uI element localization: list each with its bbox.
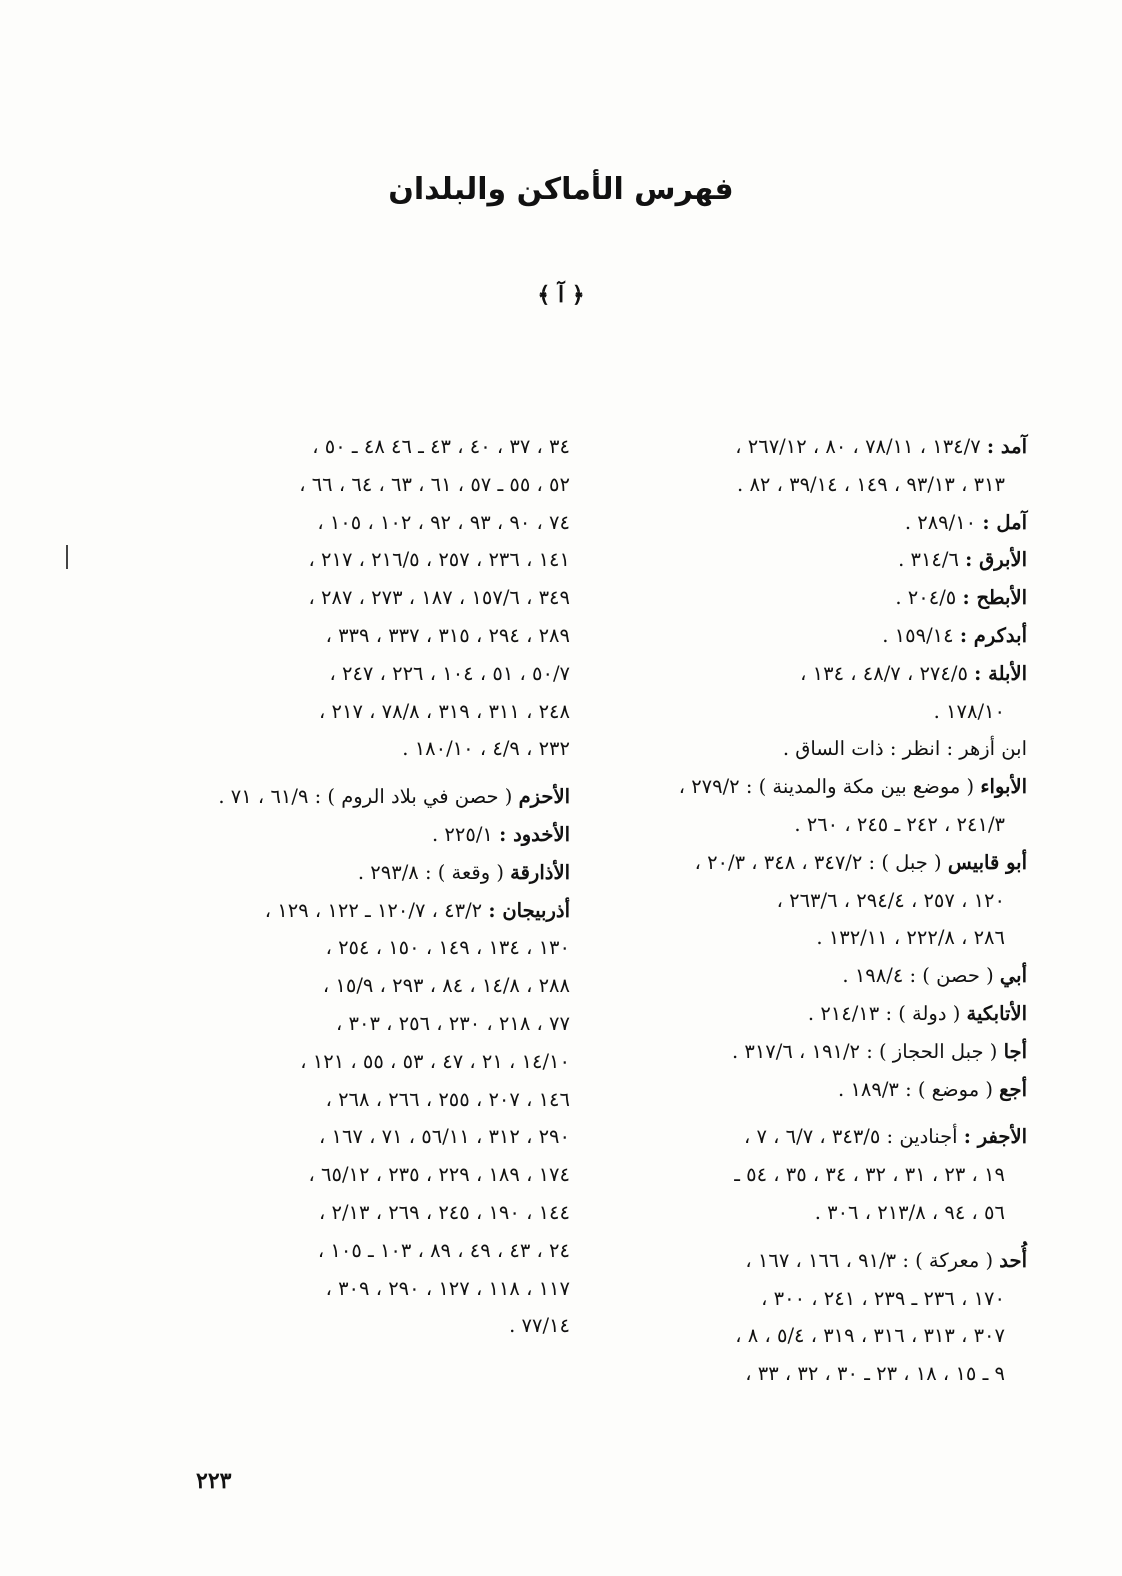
index-line xyxy=(160,655,570,693)
index-line xyxy=(160,1270,570,1308)
index-line xyxy=(160,730,570,768)
index-refs: ( جبل ) : ٣٤٧/٢ ، ٣٤٨ ، ٢٠/٣ ، xyxy=(694,850,948,874)
index-term: الأخدود : xyxy=(499,822,570,846)
index-line xyxy=(160,1156,570,1194)
index-refs: ( معركة ) : ٩١/٣ ، ١٦٦ ، ١٦٧ ، xyxy=(745,1248,1000,1272)
index-line xyxy=(160,1232,570,1270)
index-refs: ٢٨٩/١٠ . xyxy=(904,510,983,534)
index-refs: ٧٧ ، ٢١٨ ، ٢٣٠ ، ٢٥٦ ، ٣٠٣ ، xyxy=(336,1011,570,1035)
index-refs: ٢٣٢ ، ٤/٩ ، ١٨٠/١٠ . xyxy=(402,737,570,761)
index-refs: ١٧٠ ، ٢٣٦ ـ ٢٣٩ ، ٢٤١ ، ٣٠٠ ، xyxy=(761,1286,1005,1310)
index-term: أجا xyxy=(1003,1039,1027,1063)
index-refs: ١٥٩/١٤ . xyxy=(882,623,960,647)
index-refs: ( دولة ) : ٢١٤/١٣ . xyxy=(807,1001,967,1025)
index-refs: ٢٢٥/١ . xyxy=(432,822,500,846)
entry-gap xyxy=(587,1232,1027,1242)
index-line xyxy=(587,617,1027,655)
index-refs: ٣٠٧ ، ٣١٣ ، ٣١٦ ، ٣١٩ ، ٥/٤ ، ٨ ، xyxy=(735,1324,1005,1348)
index-line xyxy=(587,1194,1027,1232)
index-refs: ١٤/١٠ ، ٢١ ، ٤٧ ، ٥٣ ، ٥٥ ، ١٢١ ، xyxy=(300,1049,570,1073)
section-letter: ﴿ آ ﴾ xyxy=(537,282,585,308)
index-term: أبدكرم : xyxy=(959,623,1027,647)
index-line xyxy=(587,919,1027,957)
index-line xyxy=(160,1194,570,1232)
index-term: الأبرق : xyxy=(965,548,1027,572)
index-line xyxy=(587,1355,1027,1393)
index-refs: ١٩ ، ٢٣ ، ٣١ ، ٣٢ ، ٣٤ ، ٣٥ ، ٥٤ ـ xyxy=(734,1163,1005,1187)
index-line xyxy=(160,929,570,967)
index-refs: ١٧٨/١٠ . xyxy=(933,699,1005,723)
index-refs: ٥٢ ، ٥٥ ـ ٥٧ ، ٦١ ، ٦٣ ، ٦٤ ، ٦٦ ، xyxy=(299,472,570,496)
index-line xyxy=(587,1242,1027,1280)
index-line xyxy=(587,466,1027,504)
index-refs: أجنادين : ٣٤٣/٥ ، ٦/٧ ، ٧ ، xyxy=(743,1125,964,1149)
index-line xyxy=(587,806,1027,844)
index-line xyxy=(160,816,570,854)
index-refs: ٢٠٤/٥ . xyxy=(895,586,963,610)
index-refs: ٥٦ ، ٩٤ ، ٢١٣/٨ ، ٣٠٦ . xyxy=(814,1200,1005,1224)
index-refs: ١٢٠ ، ٢٥٧ ، ٢٩٤/٤ ، ٢٦٣/٦ ، xyxy=(776,888,1005,912)
index-line xyxy=(160,854,570,892)
index-refs: ١٤٦ ، ٢٠٧ ، ٢٥٥ ، ٢٦٦ ، ٢٦٨ ، xyxy=(325,1087,570,1111)
index-refs: ١٤١ ، ٢٣٦ ، ٢٥٧ ، ٢١٦/٥ ، ٢١٧ ، xyxy=(308,548,570,572)
index-refs: ( موضع ) : ١٨٩/٣ . xyxy=(838,1077,1000,1101)
index-line xyxy=(160,1118,570,1156)
index-term: الأبلة : xyxy=(974,661,1027,685)
index-line xyxy=(160,466,570,504)
index-refs: ٢٧٤/٥ ، ٤٨/٧ ، ١٣٤ ، xyxy=(800,661,975,685)
index-term: الأذارقة xyxy=(510,860,570,884)
index-refs: ٢٨٦ ، ٢٢٢/٨ ، ١٣٢/١١ . xyxy=(816,926,1005,950)
index-refs: ١٣٠ ، ١٣٤ ، ١٤٩ ، ١٥٠ ، ٢٥٤ ، xyxy=(325,936,570,960)
index-refs: ٣٤ ، ٣٧ ، ٤٠ ، ٤٣ ـ ٤٦ ٤٨ ـ ٥٠ ، xyxy=(312,435,570,458)
index-refs: ١١٧ ، ١١٨ ، ١٢٧ ، ٢٩٠ ، ٣٠٩ ، xyxy=(325,1276,570,1300)
index-line xyxy=(160,579,570,617)
index-refs: ٢٨٩ ، ٢٩٤ ، ٣١٥ ، ٣٣٧ ، ٣٣٩ ، xyxy=(325,623,570,647)
index-line xyxy=(160,1005,570,1043)
index-line xyxy=(587,655,1027,693)
index-refs: ( موضع بين مكة والمدينة ) : ٢٧٩/٢ ، xyxy=(678,775,981,799)
page-title: فهرس الأماكن والبلدان xyxy=(388,172,734,207)
index-line xyxy=(160,1307,570,1345)
index-refs: ٣١٣ ، ٩٣/١٣ ، ١٤٩ ، ٣٩/١٤ ، ٨٢ . xyxy=(737,472,1005,496)
index-line xyxy=(587,995,1027,1033)
index-refs: ٥٠/٧ ، ٥١ ، ١٠٤ ، ٢٢٦ ، ٢٤٧ ، xyxy=(329,661,570,685)
index-refs: ١٤٤ ، ١٩٠ ، ٢٤٥ ، ٢٦٩ ، ٢/١٣ ، xyxy=(319,1200,570,1224)
index-refs: ٢٤١/٣ ، ٢٤٢ ـ ٢٤٥ ، ٢٦٠ . xyxy=(794,812,1005,836)
page-number: ٢٢٣ xyxy=(196,1468,232,1494)
index-refs: ( جبل الحجاز ) : ١٩١/٢ ، ٣١٧/٦ . xyxy=(731,1039,1004,1063)
index-term: الأبواء xyxy=(980,775,1027,799)
index-line xyxy=(587,693,1027,731)
index-term: الأبطح : xyxy=(962,586,1027,610)
index-refs: ٢٩٠ ، ٣١٢ ، ٥٦/١١ ، ٧١ ، ١٦٧ ، xyxy=(319,1125,570,1149)
index-refs: ٧٤ ، ٩٠ ، ٩٣ ، ٩٢ ، ١٠٢ ، ١٠٥ ، xyxy=(317,510,570,534)
index-line xyxy=(160,428,570,466)
index-refs: ٢٤ ، ٤٣ ، ٤٩ ، ٨٩ ، ١٠٣ ـ ١٠٥ ، xyxy=(317,1238,570,1262)
index-line xyxy=(160,1043,570,1081)
index-line xyxy=(160,693,570,731)
index-line xyxy=(587,1156,1027,1194)
index-line xyxy=(160,504,570,542)
margin-mark xyxy=(66,545,68,569)
index-refs: ٧٧/١٤ . xyxy=(509,1314,570,1338)
entry-gap xyxy=(160,768,570,778)
index-refs: ابن أزهر : انظر : ذات الساق . xyxy=(782,737,1027,761)
index-term: أجع xyxy=(999,1077,1027,1101)
index-term: أبو قابيس xyxy=(947,850,1027,874)
index-refs: ٩ ـ ١٥ ، ١٨ ، ٢٣ ـ ٣٠ ، ٣٢ ، ٣٣ ، xyxy=(745,1362,1005,1386)
index-line xyxy=(160,967,570,1005)
index-line xyxy=(160,892,570,930)
index-refs: ( وقعة ) : ٢٩٣/٨ . xyxy=(357,860,511,884)
index-term: أُحد xyxy=(999,1248,1027,1272)
index-term: الأحزم xyxy=(518,785,570,809)
index-line xyxy=(587,730,1027,768)
index-line xyxy=(160,541,570,579)
index-line xyxy=(587,1317,1027,1355)
index-line xyxy=(587,1280,1027,1318)
index-line xyxy=(160,1081,570,1119)
index-line xyxy=(587,579,1027,617)
index-line xyxy=(160,617,570,655)
index-line xyxy=(587,1071,1027,1109)
index-refs: ( حصن في بلاد الروم ) : ٦١/٩ ، ٧١ . xyxy=(218,785,519,809)
index-refs: ٢٤٨ ، ٣١١ ، ٣١٩ ، ٧٨/٨ ، ٢١٧ ، xyxy=(319,699,570,723)
index-term: آمد : xyxy=(986,435,1027,458)
index-refs: ١٧٤ ، ١٨٩ ، ٢٢٩ ، ٢٣٥ ، ٦٥/١٢ ، xyxy=(308,1163,570,1187)
index-line xyxy=(587,541,1027,579)
index-column-left xyxy=(160,428,570,1345)
index-line xyxy=(587,882,1027,920)
index-term: الأتابكية xyxy=(966,1001,1027,1025)
index-line xyxy=(587,1118,1027,1156)
index-line xyxy=(160,778,570,816)
index-line xyxy=(587,428,1027,466)
index-term: أبي xyxy=(999,964,1027,988)
entry-gap xyxy=(587,1108,1027,1118)
index-refs: ٢٨٨ ، ١٤/٨ ، ٨٤ ، ٢٩٣ ، ١٥/٩ ، xyxy=(322,974,570,998)
index-refs: ٣٤٩ ، ١٥٧/٦ ، ١٨٧ ، ٢٧٣ ، ٢٨٧ ، xyxy=(308,586,570,610)
index-refs: ٣١٤/٦ . xyxy=(898,548,966,572)
index-term: أذربيجان : xyxy=(488,898,570,922)
index-refs: ٤٣/٢ ، ١٢٠/٧ ـ ١٢٢ ، ١٢٩ ، xyxy=(264,898,489,922)
index-refs: ( حصن ) : ١٩٨/٤ . xyxy=(842,964,1000,988)
index-line xyxy=(587,504,1027,542)
index-line xyxy=(587,1033,1027,1071)
index-term: الأجفر : xyxy=(963,1125,1027,1149)
index-refs: ١٣٤/٧ ، ٧٨/١١ ، ٨٠ ، ٢٦٧/١٢ ، xyxy=(735,435,987,458)
index-column-right xyxy=(587,428,1027,1393)
index-term: آمل : xyxy=(982,510,1027,534)
index-line xyxy=(587,768,1027,806)
index-line xyxy=(587,957,1027,995)
index-line xyxy=(587,844,1027,882)
